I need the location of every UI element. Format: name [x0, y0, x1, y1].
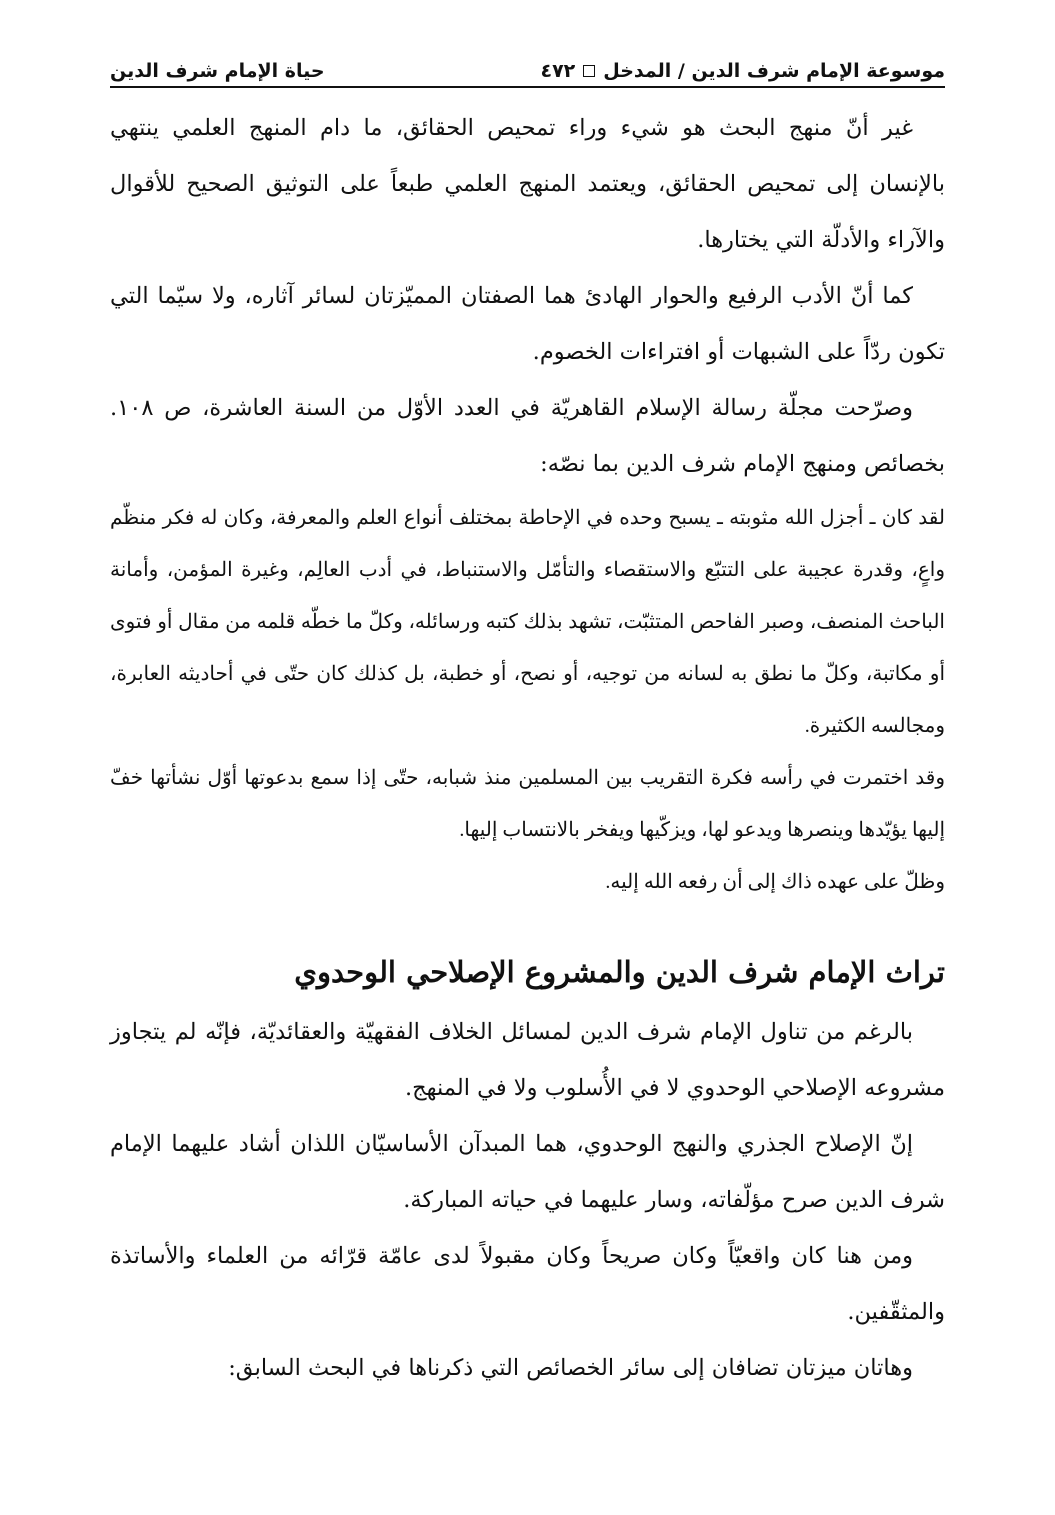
running-header — [110, 42, 945, 82]
square-ornament-icon — [583, 65, 595, 77]
page-number: ٤٧٢ — [540, 60, 576, 82]
paragraph: وصرّحت مجلّة رسالة الإسلام القاهريّة في العدد الأوّل من السنة العاشرة، ص ١٠٨. بخصائص ومنهج الإمام شرف الدين بما نصّه: — [110, 395, 945, 477]
page-body — [110, 100, 945, 1396]
paragraph: كما أنّ الأدب الرفيع والحوار الهادئ هما الصفتان المميّزتان لسائر آثاره، ولا سيّما التي تكون ردّاً على الشبهات أو افتراءات الخصوم. — [110, 283, 945, 365]
header-section — [540, 60, 945, 82]
quote-paragraph: وظلّ على عهده ذاك إلى أن رفعه الله إليه. — [605, 871, 945, 893]
paragraph: ومن هنا كان واقعيّاً وكان صريحاً وكان مقبولاً لدى عامّة قرّائه من العلماء والأساتذة والمثقّفين. — [110, 1243, 945, 1325]
quote-paragraph: وقد اختمرت في رأسه فكرة التقريب بين المسلمين منذ شبابه، حتّى إذا سمع بدعوتها أوّل نشأتها خفّ إليها يؤيّدها وينصرها ويدعو لها، ويزكّيها ويفخر بالانتساب إليها. — [110, 767, 945, 841]
header-divider — [110, 86, 945, 88]
paragraph: بالرغم من تناول الإمام شرف الدين لمسائل الخلاف الفقهيّة والعقائديّة، فإنّه لم يتجاوز مشروعه الإصلاحي الوحدوي لا في الأُسلوب ولا في المنهج. — [110, 1019, 945, 1101]
header-book-title: حياة الإمام شرف الدين — [110, 60, 325, 82]
block-quote — [110, 492, 945, 908]
header-section-title: موسوعة الإمام شرف الدين / المدخل — [603, 60, 945, 82]
paragraph: وهاتان ميزتان تضافان إلى سائر الخصائص التي ذكرناها في البحث السابق: — [228, 1355, 913, 1381]
paragraph: غير أنّ منهج البحث هو شيء وراء تمحيص الحقائق، ما دام المنهج العلمي ينتهي بالإنسان إلى تمحيص الحقائق، ويعتمد المنهج العلمي طبعاً على التوثيق الصحيح للأقوال والآراء والأدلّة التي يختارها. — [110, 115, 945, 253]
section-heading: تراث الإمام شرف الدين والمشروع الإصلاحي الوحدوي — [294, 955, 945, 989]
quote-paragraph: لقد كان ـ أجزل الله مثوبته ـ يسبح وحده في الإحاطة بمختلف أنواع العلم والمعرفة، وكان له فكر منظّم واعٍ، وقدرة عجيبة على التتبّع والاستقصاء والتأمّل والاستنباط، في أدب العالِم، وغيرة المؤمن، وأمانة الباحث المنصف، وصبر الفاحص المتثبّت، تشهد بذلك كتبه ورسائله، وكلّ ما خطّه قلمه من مقال أو فتوى أو مكاتبة، وكلّ ما نطق به لسانه من توجيه، أو نصح، أو خطبة، بل كذلك كان حتّى في أحاديثه العابرة، ومجالسه الكثيرة. — [110, 507, 945, 737]
paragraph: إنّ الإصلاح الجذري والنهج الوحدوي، هما المبدآن الأساسيّان اللذان أشاد عليهما الإمام شرف الدين صرح مؤلّفاته، وسار عليهما في حياته المباركة. — [110, 1131, 945, 1213]
